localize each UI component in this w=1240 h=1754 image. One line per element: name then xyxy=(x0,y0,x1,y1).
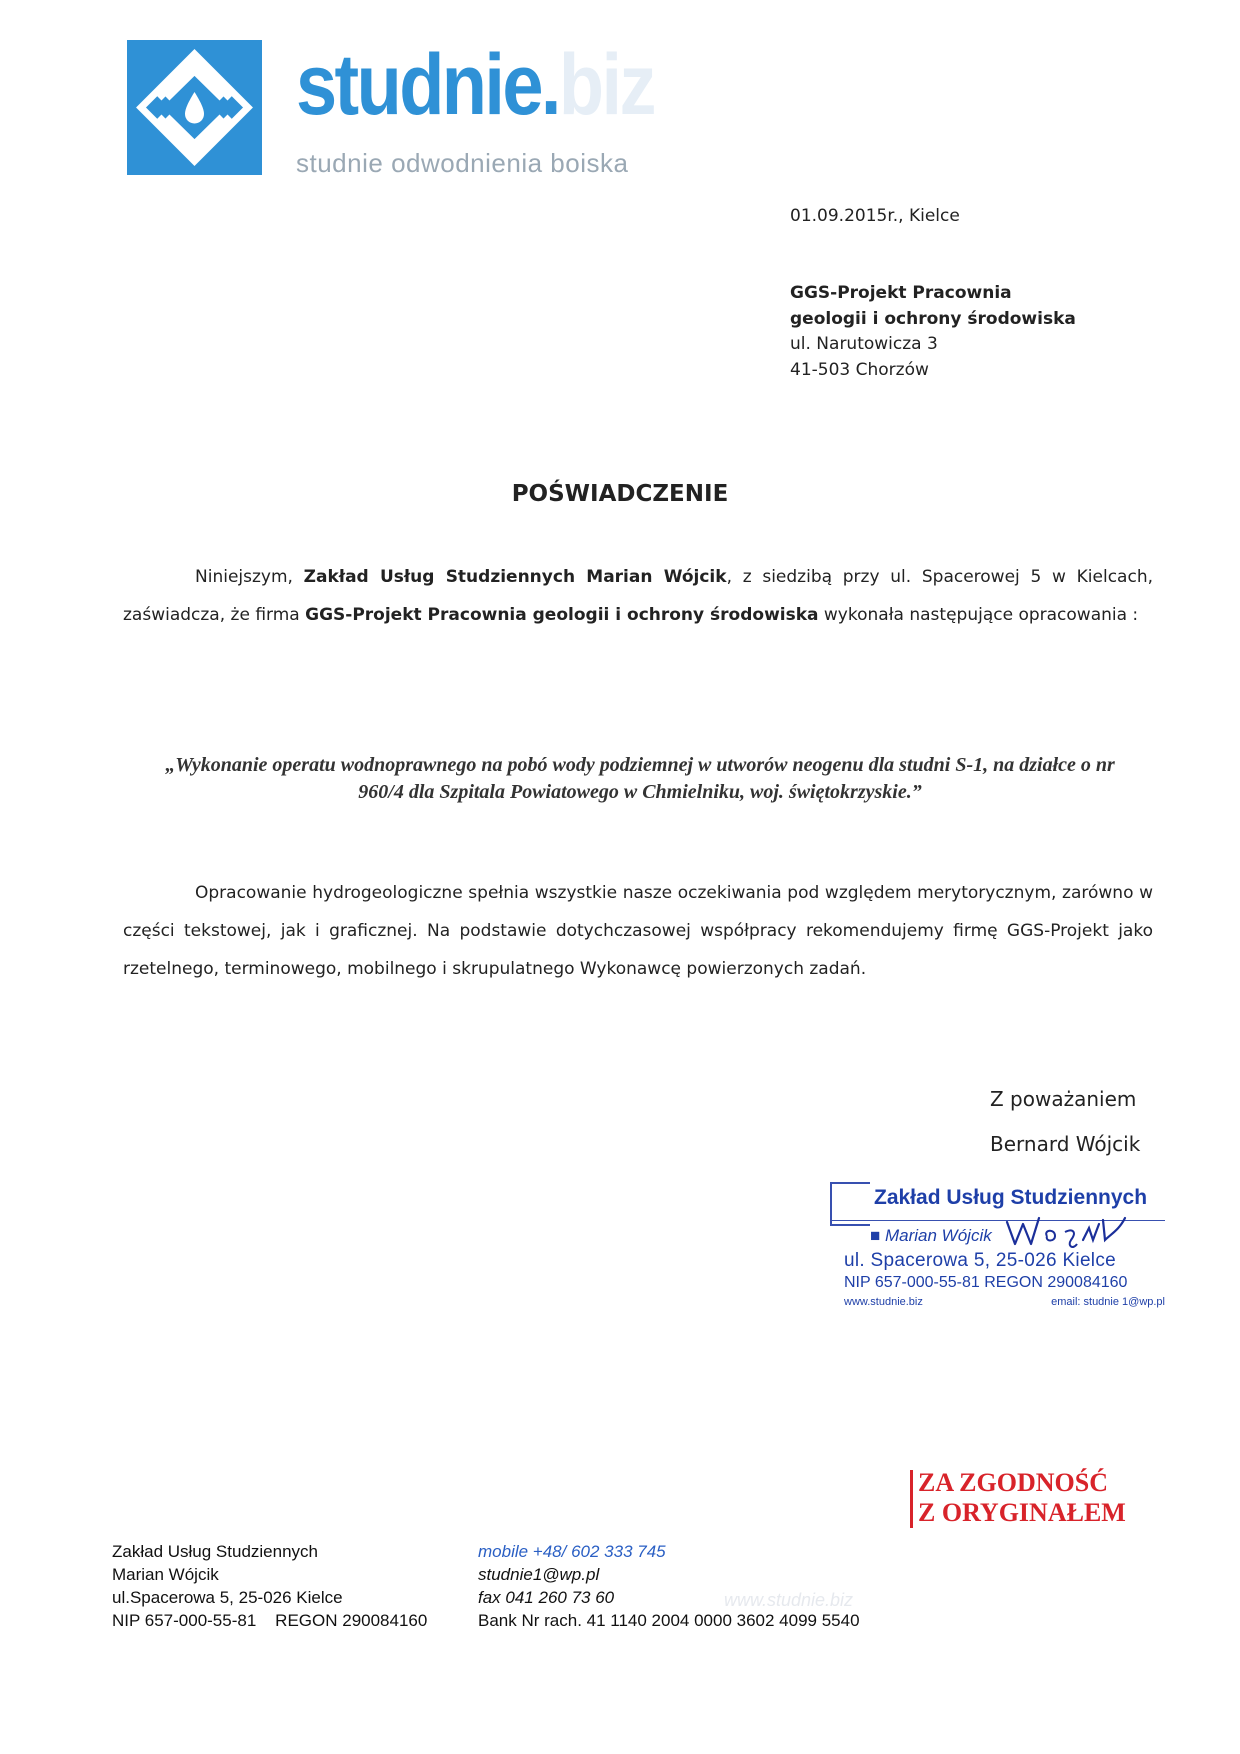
intro-paragraph xyxy=(123,558,1153,634)
intro-company-name: Zakład Usług Studziennych Marian Wójcik xyxy=(303,567,727,587)
addressee-line-3: ul. Narutowicza 3 xyxy=(790,334,938,354)
handwritten-signature xyxy=(1003,1210,1143,1250)
date-place: 01.09.2015r., Kielce xyxy=(790,206,960,226)
cert-stamp-line-1: ZA ZGODNOŚĆ xyxy=(918,1468,1108,1497)
brand-name-main: studnie. xyxy=(296,37,559,133)
stamp-email: email: studnie 1@wp.pl xyxy=(1051,1296,1165,1308)
brand-name-tld: biz xyxy=(558,37,654,133)
footer-owner: Marian Wójcik xyxy=(112,1565,219,1584)
addressee-block xyxy=(790,281,1076,383)
footer-email: studnie1@wp.pl xyxy=(478,1565,600,1584)
footer-address: ul.Spacerowa 5, 25-026 Kielce xyxy=(112,1588,343,1607)
intro-text-2: , z siedzibą przy ul. Spacerowej 5 w Kielcach, zaświadcza, że firma xyxy=(123,567,1153,625)
stamp-line-4: NIP 657-000-55-81 REGON 290084160 xyxy=(844,1274,1128,1291)
project-title: „Wykonanie operatu wodnoprawnego na pobó wody podziemnej w utworów neogenu dla studni S-1, na działce o nr 960/4 dla Szpitala Powiatowego w Chmielniku, woj. świętokrzyskie.” xyxy=(165,754,1115,803)
cert-stamp-bar xyxy=(910,1470,913,1528)
closing-greeting: Z poważaniem xyxy=(990,1087,1137,1111)
footer-company: Zakład Usług Studziennych xyxy=(112,1542,319,1561)
footer-ids: NIP 657-000-55-81 REGON 290084160 xyxy=(112,1611,428,1630)
brand-tagline: studnie odwodnienia boiska xyxy=(296,148,629,178)
addressee-line-1: GGS-Projekt Pracownia xyxy=(790,283,1012,303)
closing-signatory: Bernard Wójcik xyxy=(990,1132,1141,1156)
stamp-line-3: ul. Spacerowa 5, 25-026 Kielce xyxy=(844,1250,1116,1271)
footer-mobile: mobile +48/ 602 333 745 xyxy=(478,1542,666,1561)
brand-name xyxy=(296,37,654,133)
footer-bank: Bank Nr rach. 41 1140 2004 0000 3602 4099 5540 xyxy=(478,1611,860,1630)
footer-fax: fax 041 260 73 60 xyxy=(478,1588,615,1607)
intro-text-1: Niniejszym, xyxy=(195,567,304,587)
intro-recipient-name: GGS-Projekt Pracownia geologii i ochrony środowiska xyxy=(305,605,819,625)
stamp-line-2: ■ Marian Wójcik xyxy=(870,1226,992,1245)
intro-text-3: wykonała następujące opracowania : xyxy=(818,605,1139,625)
footer-contact-info xyxy=(478,1540,860,1632)
company-stamp xyxy=(830,1182,1165,1322)
document-title: POŚWIADCZENIE xyxy=(511,481,729,507)
certified-copy-stamp xyxy=(918,1468,1126,1528)
logo-icon xyxy=(127,40,262,175)
assessment-paragraph xyxy=(123,874,1153,988)
stamp-line-1: Zakład Usług Studziennych xyxy=(874,1186,1148,1209)
assessment-text: Opracowanie hydrogeologiczne spełnia wszystkie nasze oczekiwania pod względem merytorycznym, zarówno w części tekstowej, jak i graficznej. Na podstawie dotychczasowej współpracy rekomendujemy firmę GGS-Projekt jako rzetelnego, terminowego, mobilnego i skrupulatnego Wykonawcę powierzonych zadań. xyxy=(123,883,1153,979)
footer-company-info xyxy=(112,1540,427,1632)
addressee-line-4: 41-503 Chorzów xyxy=(790,359,929,380)
stamp-web: www.studnie.biz xyxy=(844,1296,923,1308)
addressee-line-2: geologii i ochrony środowiska xyxy=(790,308,1076,329)
closing-block xyxy=(990,1077,1140,1167)
footer-website: www.studnie.biz xyxy=(724,1590,854,1610)
cert-stamp-line-2: Z ORYGINAŁEM xyxy=(918,1498,1126,1527)
